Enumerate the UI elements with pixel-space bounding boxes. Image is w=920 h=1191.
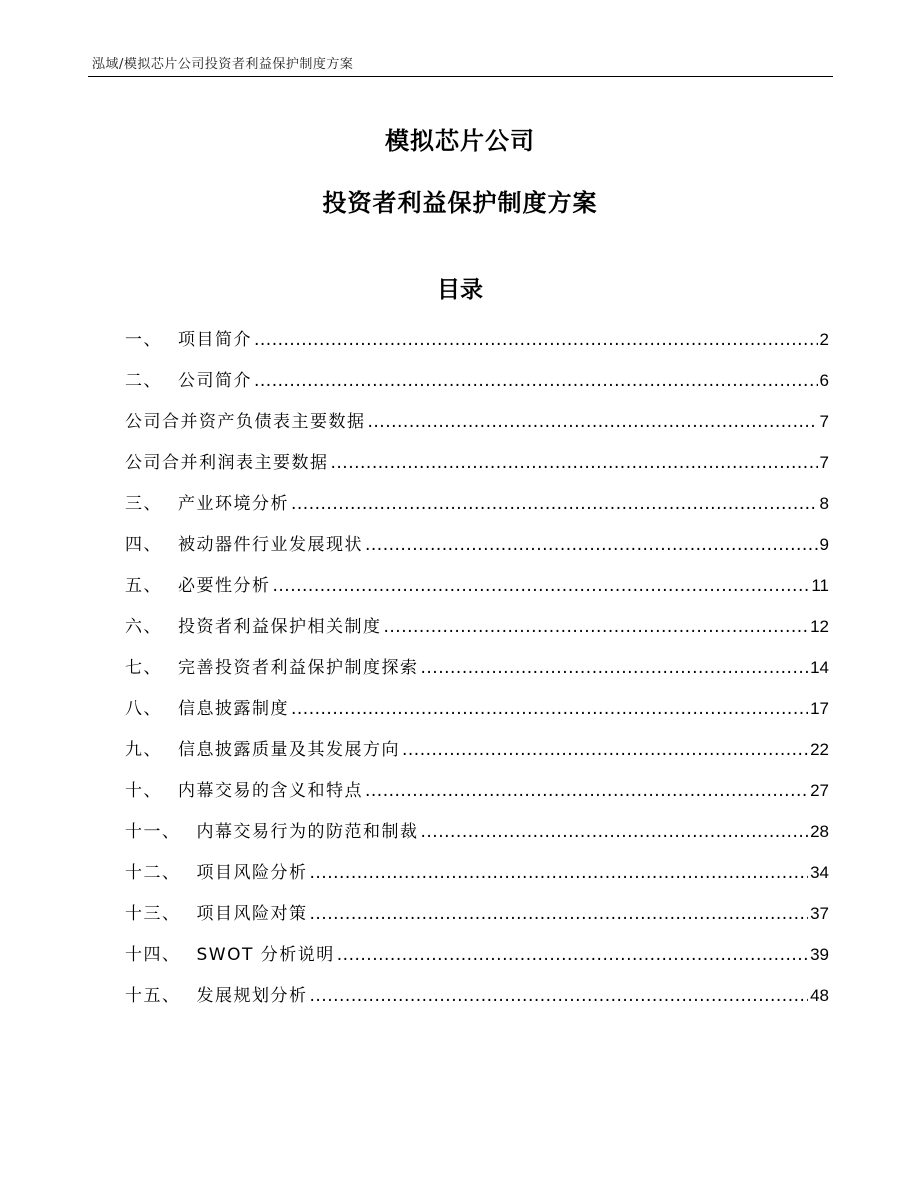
toc-entry[interactable] <box>125 489 829 530</box>
toc-entry-page-number: 2 <box>819 330 829 349</box>
toc-entry-page-number: 14 <box>810 658 829 677</box>
toc-entry-number: 十一、 <box>125 822 181 842</box>
toc-entry[interactable] <box>125 612 829 653</box>
toc-entry-number: 十四、 <box>125 945 181 965</box>
toc-dot-leader <box>365 781 808 801</box>
toc-entry-number: 六、 <box>125 617 162 637</box>
toc-entry-page-number: 7 <box>819 453 829 472</box>
toc-entry-page-number: 17 <box>810 699 829 718</box>
toc-entry-label: 信息披露制度 <box>178 699 289 719</box>
toc-entry[interactable] <box>125 325 829 366</box>
toc-entry[interactable] <box>125 735 829 776</box>
toc-entry[interactable] <box>125 407 829 448</box>
toc-entry-page-number: 12 <box>810 617 829 636</box>
toc-entry-label: 被动器件行业发展现状 <box>178 535 363 555</box>
toc-entry-page-number: 7 <box>819 412 829 431</box>
toc-entry-number: 二、 <box>125 371 162 391</box>
toc-entry-number: 七、 <box>125 658 162 678</box>
toc-entry-page-number: 8 <box>819 494 829 513</box>
toc-entry-number: 十、 <box>125 781 162 801</box>
toc-entry[interactable] <box>125 571 829 612</box>
toc-entry[interactable] <box>125 530 829 571</box>
toc-entry-number: 一、 <box>125 330 162 350</box>
toc-dot-leader <box>254 371 818 391</box>
toc-entry-number: 三、 <box>125 494 162 514</box>
toc-dot-leader <box>337 945 808 965</box>
toc-entry[interactable] <box>125 817 829 858</box>
document-title-line-2: 投资者利益保护制度方案 <box>322 189 598 217</box>
toc-entry[interactable] <box>125 899 829 940</box>
toc-entry-label: 公司合并利润表主要数据 <box>125 453 329 473</box>
toc-dot-leader <box>421 658 809 678</box>
toc-entry[interactable] <box>125 981 829 1022</box>
toc-dot-leader <box>331 453 818 473</box>
toc-entry-page-number: 27 <box>810 781 829 800</box>
toc-entry-label: 投资者利益保护相关制度 <box>178 617 382 637</box>
toc-entry-page-number: 9 <box>819 535 829 554</box>
toc-entry[interactable] <box>125 940 829 981</box>
toc-entry-label: 发展规划分析 <box>196 986 308 1006</box>
toc-entry[interactable] <box>125 776 829 817</box>
toc-entry-label: 项目风险分析 <box>196 863 308 883</box>
toc-dot-leader <box>368 412 818 432</box>
toc-entry-number: 四、 <box>125 535 162 555</box>
toc-entry-number: 五、 <box>125 576 162 596</box>
toc-dot-leader <box>421 822 809 842</box>
table-of-contents <box>125 325 829 1022</box>
toc-entry-number: 十二、 <box>125 863 181 883</box>
toc-dot-leader <box>402 740 808 760</box>
toc-entry-page-number: 22 <box>810 740 829 759</box>
toc-entry-page-number: 48 <box>810 986 829 1005</box>
toc-entry-page-number: 34 <box>810 863 829 882</box>
toc-entry-number: 八、 <box>125 699 162 719</box>
toc-entry-page-number: 37 <box>810 904 829 923</box>
toc-entry-page-number: 28 <box>810 822 829 841</box>
running-header: 泓域/模拟芯片公司投资者利益保护制度方案 <box>92 57 354 72</box>
toc-entry-label: 信息披露质量及其发展方向 <box>178 740 400 760</box>
toc-entry-number: 十三、 <box>125 904 181 924</box>
toc-entry-page-number: 11 <box>811 576 829 595</box>
toc-entry-label: 内幕交易行为的防范和制裁 <box>196 822 419 842</box>
toc-dot-leader <box>365 535 818 555</box>
toc-entry-label: 完善投资者利益保护制度探索 <box>178 658 419 678</box>
toc-entry-page-number: 6 <box>819 371 829 390</box>
toc-entry-label: 必要性分析 <box>178 576 271 596</box>
toc-dot-leader <box>254 330 818 350</box>
toc-entry-label: 公司简介 <box>178 371 252 391</box>
toc-dot-leader <box>273 576 810 596</box>
toc-entry-label: SWOT 分析说明 <box>196 945 335 965</box>
toc-dot-leader <box>291 494 818 514</box>
toc-dot-leader <box>310 904 809 924</box>
toc-entry-label: 产业环境分析 <box>178 494 289 514</box>
toc-entry-label: 项目风险对策 <box>196 904 308 924</box>
toc-entry[interactable] <box>125 366 829 407</box>
toc-entry[interactable] <box>125 858 829 899</box>
toc-entry-label: 公司合并资产负债表主要数据 <box>125 412 366 432</box>
toc-entry-label: 项目简介 <box>178 330 252 350</box>
toc-dot-leader <box>310 986 809 1006</box>
header-rule <box>88 76 833 77</box>
toc-entry-number: 九、 <box>125 740 162 760</box>
toc-heading: 目录 <box>437 277 483 303</box>
toc-entry-label: 内幕交易的含义和特点 <box>178 781 363 801</box>
toc-dot-leader <box>310 863 809 883</box>
toc-dot-leader <box>291 699 808 719</box>
toc-dot-leader <box>384 617 809 637</box>
toc-entry[interactable] <box>125 448 829 489</box>
toc-entry[interactable] <box>125 653 829 694</box>
toc-entry[interactable] <box>125 694 829 735</box>
document-title-line-1: 模拟芯片公司 <box>385 127 535 155</box>
toc-entry-page-number: 39 <box>810 945 829 964</box>
toc-entry-number: 十五、 <box>125 986 181 1006</box>
